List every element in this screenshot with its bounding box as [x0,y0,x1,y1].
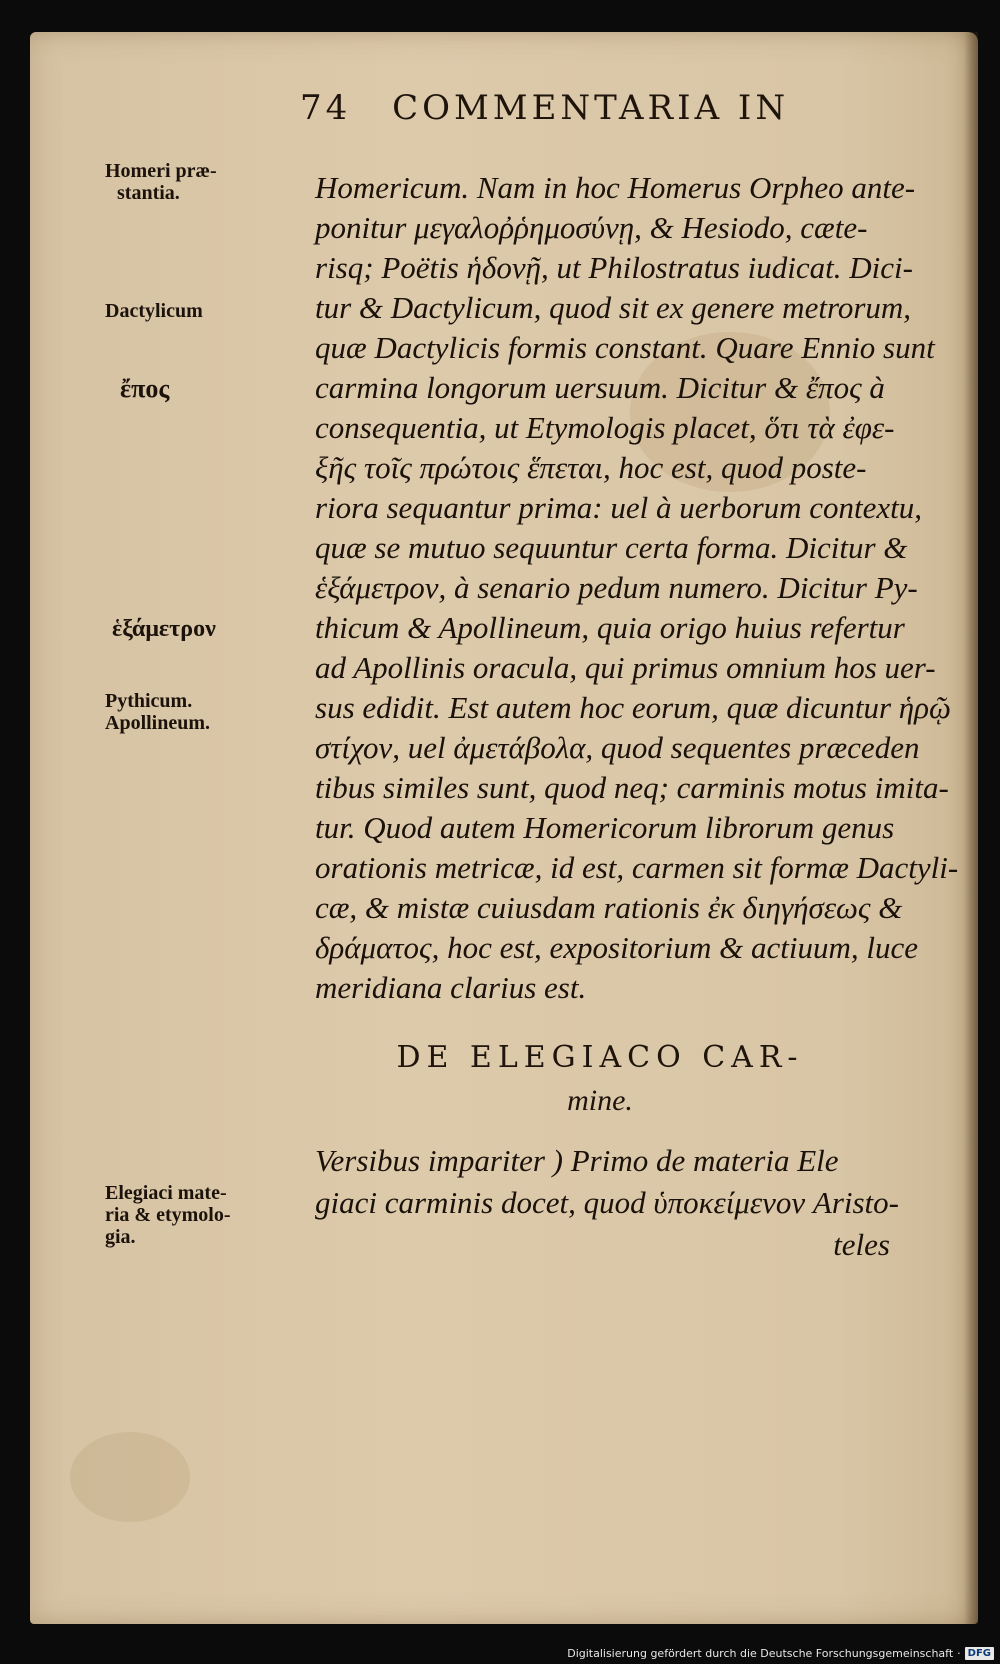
credit-text: Digitalisierung gefördert durch die Deutsche Forschungsgemeinschaft [567,1647,954,1660]
section-text-block [315,1140,899,1266]
page-number: 74 [300,88,352,128]
text-line: ξῆς τοῖς πρώτοις ἕπεται, hoc est, quod poste- [315,450,867,485]
dfg-logo-icon: DFG [965,1647,994,1660]
margin-note [120,374,300,403]
margin-note-line: gia. [105,1226,136,1248]
text-line: στίχον, uel ἀμετάβολα, quod sequentes præceden [315,730,920,765]
text-line: ad Apollinis oracula, qui primus omnium hos uer- [315,650,936,685]
text-line: orationis metricæ, id est, carmen sit formæ Dactyli- [315,850,959,885]
text-line: sus edidit. Est autem hoc eorum, quæ dicuntur ἡρῷ [315,690,951,725]
text-line: quæ se mutuo sequuntur certa forma. Dicitur & [315,530,908,565]
margin-note-line: ἑξάμετρον [112,616,216,642]
margin-note [112,618,292,640]
paper-stain [70,1432,190,1522]
text-line: ἑξάμετρον, à senario pedum numero. Dicitur Py- [315,570,918,605]
margin-note-line: Elegiaci mate- [105,1182,227,1204]
text-line: tibus similes sunt, quod neq; carminis motus imita- [315,770,949,805]
text-line: giaci carminis docet, quod ὑποκείμενον Aristo- [315,1185,899,1220]
margin-note [105,1182,285,1248]
text-line: Versibus impariter ) Primo de materia Ele [315,1143,839,1178]
margin-note-line: ria & etymolo- [105,1204,231,1226]
margin-note [105,300,285,322]
text-line: quæ Dactylicis formis constant. Quare Ennio sunt [315,330,935,365]
margin-note-line: Dactylicum [105,300,203,322]
main-text-block [315,168,959,1008]
running-head [300,88,860,128]
text-line: Homericum. Nam in hoc Homerus Orpheo ante- [315,170,916,205]
text-line: carmina longorum uersuum. Dicitur & ἔπος à [315,370,885,405]
text-line: consequentia, ut Etymologis placet, ὅτι τὰ ἐφε- [315,410,895,445]
text-line: tur & Dactylicum, quod sit ex genere metrorum, [315,290,912,325]
section-heading: DE ELEGIACO CAR- [396,1040,804,1075]
margin-note-line: stantia. [117,182,180,204]
text-line: tur. Quod autem Homericorum librorum genus [315,810,895,845]
section-heading-continued: mine. [567,1084,633,1117]
text-line: cæ, & mistæ cuiusdam rationis ἐκ διηγήσεως & [315,890,903,925]
margin-note-line: Homeri præ- [105,160,217,182]
text-line: δράματος, hoc est, expositorium & actiuum, luce [315,930,919,965]
text-line: risq; Poëtis ἡδονῇ, ut Philostratus iudicat. Dici- [315,250,913,285]
running-title: COMMENTARIA IN [392,88,790,128]
text-line: thicum & Apollineum, quia origo huius refertur [315,610,905,645]
margin-note [105,160,285,204]
text-line: meridiana clarius est. [315,970,587,1005]
margin-note-line: Pythicum. [105,690,193,712]
text-line: riora sequantur prima: uel à uerborum contextu, [315,490,923,525]
text-line: ponitur μεγαλοῤῥημοσύνῃ, & Hesiodo, cæte- [315,210,868,245]
margin-note-line: Apollineum. [105,712,211,734]
margin-note-line: ἔπος [120,374,170,403]
page-edge-shadow [964,32,978,1624]
catchword: teles [833,1227,890,1262]
digitization-credit: Digitalisierung gefördert durch die Deutsche Forschungsgemeinschaft · DFG [567,1647,994,1660]
margin-note [105,690,285,734]
